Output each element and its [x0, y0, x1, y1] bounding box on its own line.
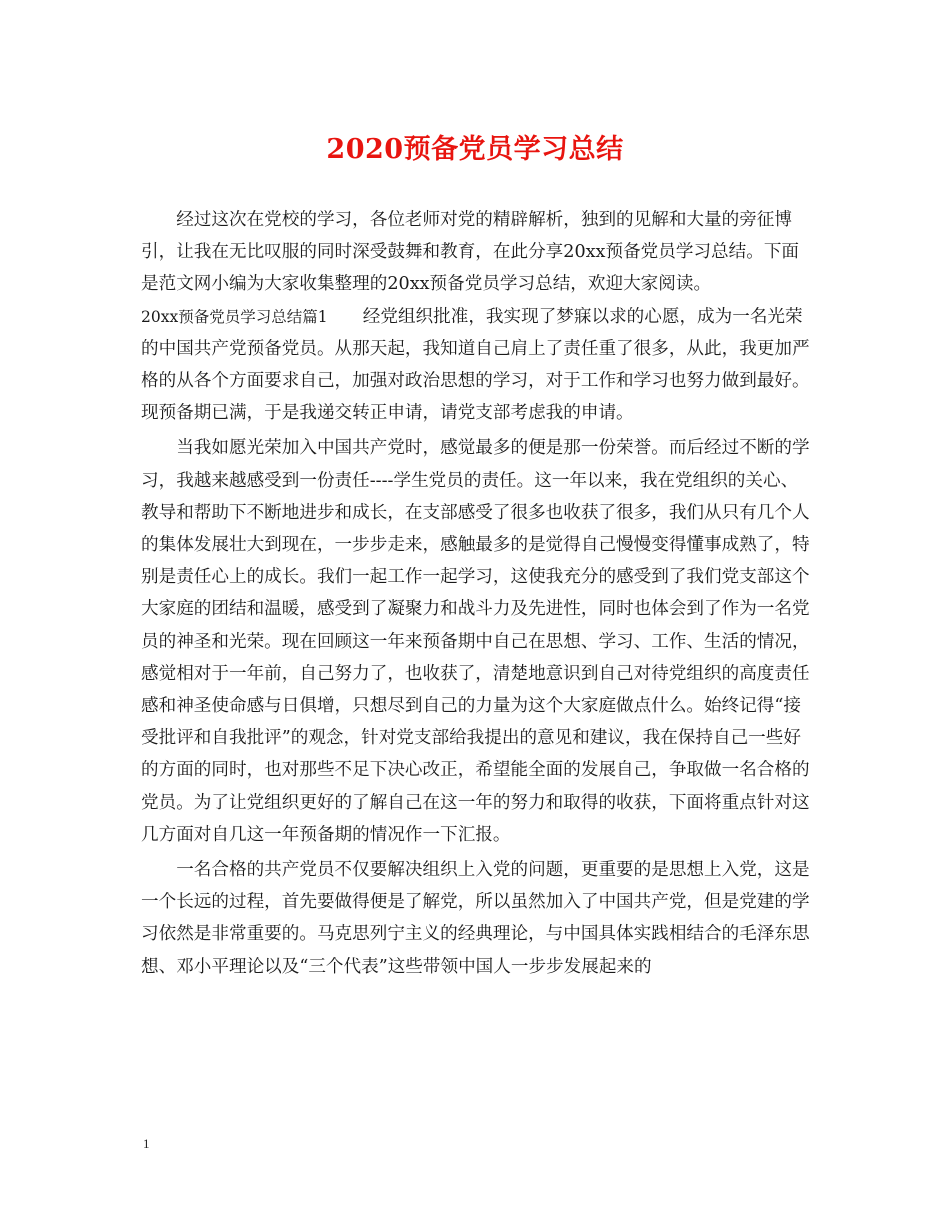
- section-first-paragraph-text: 经党组织批准，我实现了梦寐以求的心愿，成为一名光荣的中国共产党预备党员。从那天起，我知道自己肩上了责任重了很多，从此，我更加严格的从各个方面要求自己，加强对政治思想的学习，对于工作和学习也努力做到最好。现预备期已满，于是我递交转正申请，请党支部考虑我的申请。: [141, 306, 810, 424]
- section-paragraph: [141, 301, 813, 430]
- section-heading: 20xx预备党员学习总结篇1: [141, 307, 328, 326]
- body-paragraph-2: 一名合格的共产党员不仅要解决组织上入党的问题，更重要的是思想上入党，这是一个长远的过程，首先要做得便是了解党，所以虽然加入了中国共产党，但是党建的学习依然是非常重要的。马克思列宁主义的经典理论，与中国具体实践相结合的毛泽东思想、邓小平理论以及“三个代表”这些带领中国人一步步发展起来的: [141, 860, 810, 977]
- page-number: 1: [143, 1136, 150, 1151]
- page-title: 2020预备党员学习总结: [326, 134, 624, 165]
- document-body: [141, 204, 813, 983]
- intro-paragraph: 经过这次在党校的学习，各位老师对党的精辟解析，独到的见解和大量的旁征博引，让我在无比叹服的同时深受鼓舞和教育，在此分享20xx预备党员学习总结。下面是范文网小编为大家收集整理的20xx预备党员学习总结，欢迎大家阅读。: [141, 210, 800, 295]
- body-paragraph-1: 当我如愿光荣加入中国共产党时，感觉最多的便是那一份荣誉。而后经过不断的学习，我越来越感受到一份责任----学生党员的责任。这一年以来，我在党组织的关心、教导和帮助下不断地进步和成长，在支部感受了很多也收获了很多，我们从只有几个人的集体发展壮大到现在，一步步走来，感触最多的是觉得自己慢慢变得懂事成熟了，特别是责任心上的成长。我们一起工作一起学习，这使我充分的感受到了我们党支部这个大家庭的团结和温暖，感受到了凝聚力和战斗力及先进性，同时也体会到了作为一名党员的神圣和光荣。现在回顾这一年来预备期中自己在思想、学习、工作、生活的情况，感觉相对于一年前，自己努力了，也收获了，清楚地意识到自己对待党组织的高度责任感和神圣使命感与日俱增，只想尽到自己的力量为这个大家庭做点什么。始终记得“接受批评和自我批评”的观念，针对党支部给我提出的意见和建议，我在保持自己一些好的方面的同时，也对那些不足下决心改正，希望能全面的发展自己，争取做一名合格的党员。为了让党组织更好的了解自己在这一年的努力和取得的收获，下面将重点针对这几方面对自几这一年预备期的情况作一下汇报。: [141, 438, 810, 845]
